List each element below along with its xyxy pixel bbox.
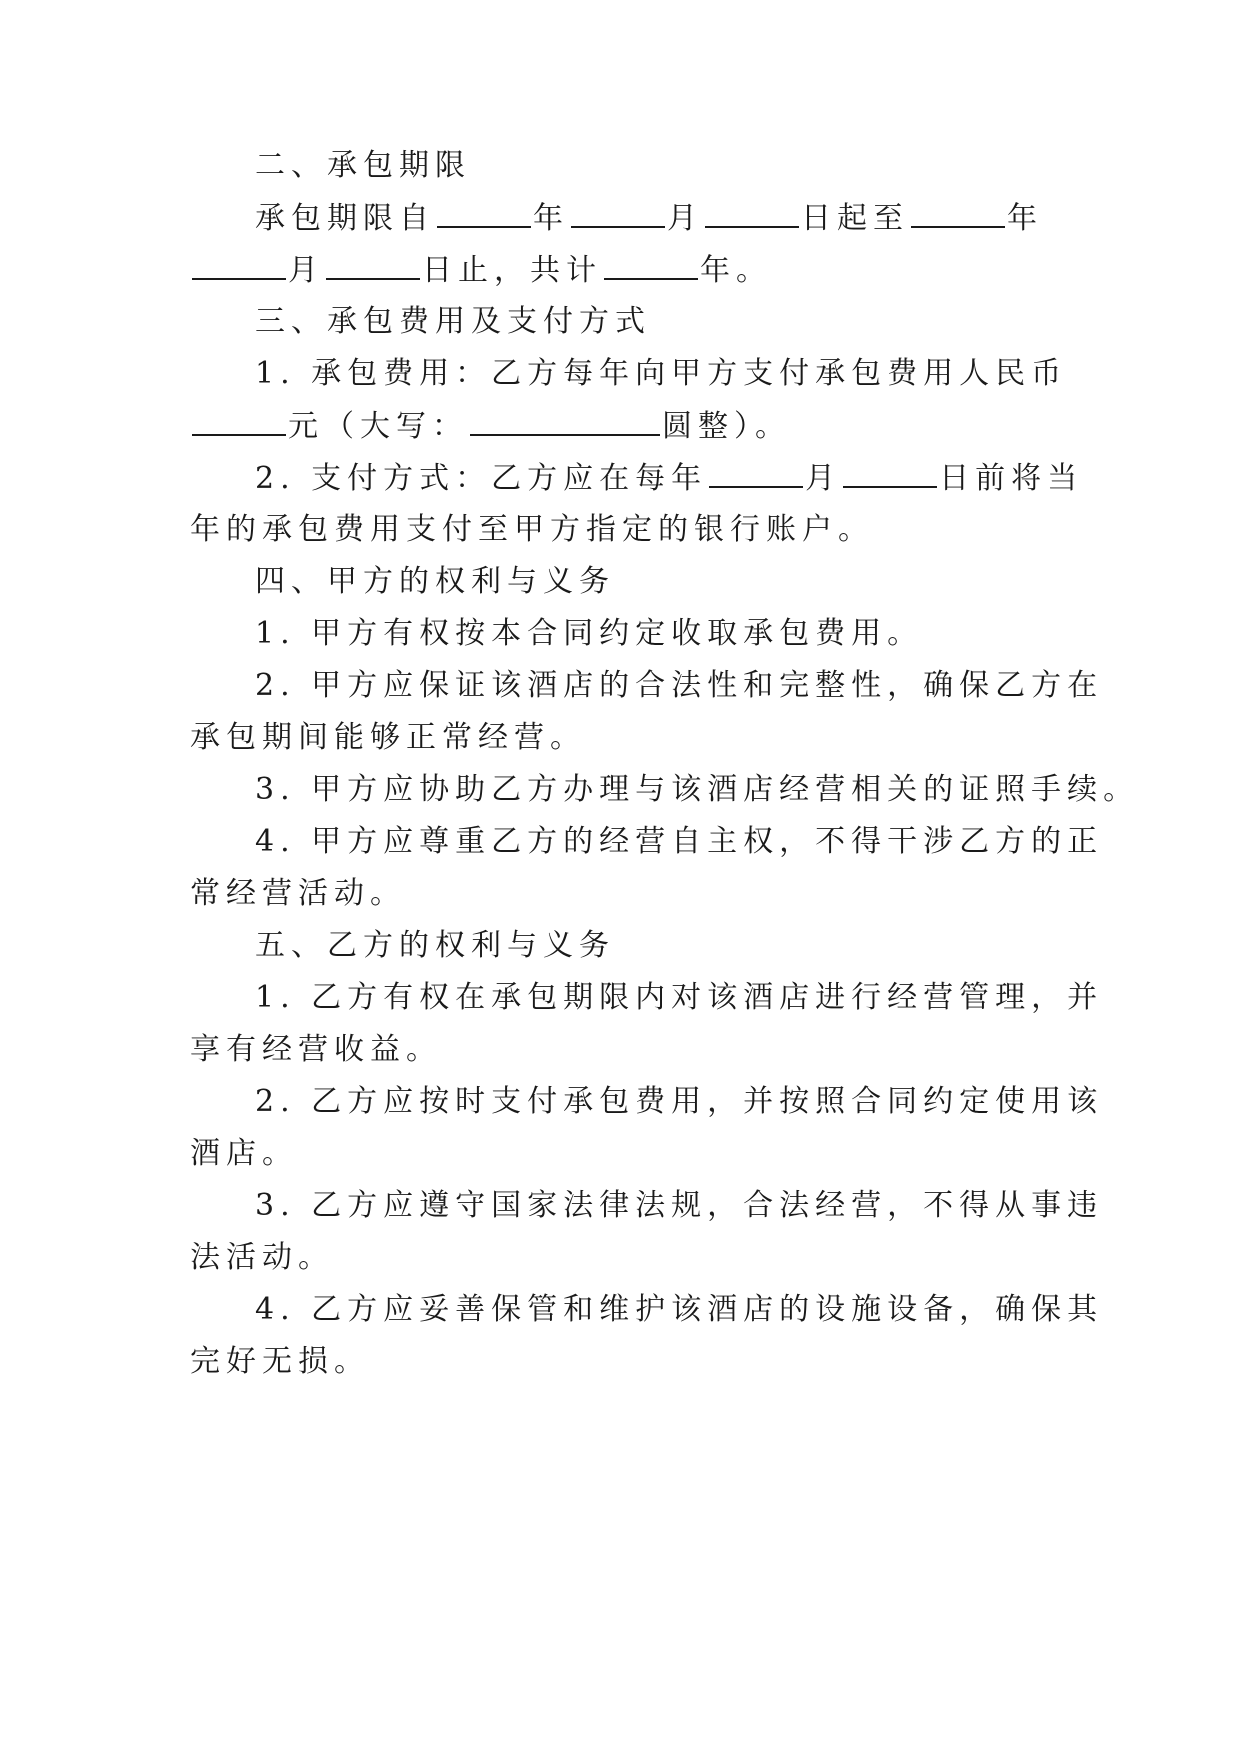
text-segment: 年 (533, 201, 569, 236)
section-heading-party-b: 五、乙方的权利与义务 (255, 928, 615, 963)
text-segment: 月 (805, 461, 842, 496)
text-segment: 月 (288, 253, 324, 288)
party-b-item-4-line-1: 4. 乙方应妥善保管和维护该酒店的设施设备，确保其 (255, 1292, 1104, 1327)
party-b-item-2-line-1: 2. 乙方应按时支付承包费用，并按照合同约定使用该 (255, 1084, 1104, 1119)
party-b-item-4-line-2: 完好无损。 (190, 1344, 370, 1379)
text-segment: 年。 (700, 253, 772, 288)
party-b-item-2-line-2: 酒店。 (190, 1136, 298, 1171)
blank-field (911, 198, 1005, 228)
text-segment: 年 (1007, 201, 1043, 236)
blank-field (437, 198, 531, 228)
blank-field (326, 250, 420, 280)
blank-field (604, 250, 698, 280)
term-line-2 (190, 250, 1050, 291)
party-a-item-3: 3. 甲方应协助乙方办理与该酒店经营相关的证照手续。 (255, 772, 1140, 807)
party-a-item-2-line-2: 承包期间能够正常经营。 (190, 720, 586, 755)
fees-item-1-line-1: 1. 承包费用：乙方每年向甲方支付承包费用人民币 (255, 356, 1068, 391)
text-segment: 月 (667, 201, 703, 236)
text-segment: 日前将当 (939, 461, 1084, 496)
section-heading-fees: 三、承包费用及支付方式 (255, 304, 651, 339)
blank-field (571, 198, 665, 228)
party-b-item-1-line-1: 1. 乙方有权在承包期限内对该酒店进行经营管理，并 (255, 980, 1104, 1015)
fees-item-1-line-2 (190, 406, 1050, 447)
term-line-1 (255, 198, 1055, 239)
text-segment: 圆整）。 (662, 409, 791, 444)
party-a-item-4-line-1: 4. 甲方应尊重乙方的经营自主权，不得干涉乙方的正 (255, 824, 1104, 859)
blank-field (192, 406, 286, 436)
blank-field (709, 458, 803, 488)
party-b-item-1-line-2: 享有经营收益。 (190, 1032, 442, 1067)
blank-field (705, 198, 799, 228)
text-segment: 日止，共计 (422, 253, 602, 288)
blank-field (843, 458, 937, 488)
fees-item-2-line-2: 年的承包费用支付至甲方指定的银行账户。 (190, 512, 874, 547)
section-heading-party-a: 四、甲方的权利与义务 (255, 564, 615, 599)
blank-field (192, 250, 286, 280)
text-segment: 日起至 (801, 201, 909, 236)
fees-item-2-line-1 (255, 458, 1084, 499)
party-a-item-4-line-2: 常经营活动。 (190, 876, 406, 911)
text-segment: 承包期限自 (255, 201, 435, 236)
party-a-item-1: 1. 甲方有权按本合同约定收取承包费用。 (255, 616, 924, 651)
party-a-item-2-line-1: 2. 甲方应保证该酒店的合法性和完整性，确保乙方在 (255, 668, 1104, 703)
party-b-item-3-line-2: 法活动。 (190, 1240, 334, 1275)
blank-field (470, 406, 660, 436)
text-segment: 元（大写： (288, 409, 468, 444)
party-b-item-3-line-1: 3. 乙方应遵守国家法律法规，合法经营，不得从事违 (255, 1188, 1104, 1223)
section-heading-term: 二、承包期限 (255, 148, 471, 183)
text-segment: 2. 支付方式：乙方应在每年 (255, 461, 708, 496)
